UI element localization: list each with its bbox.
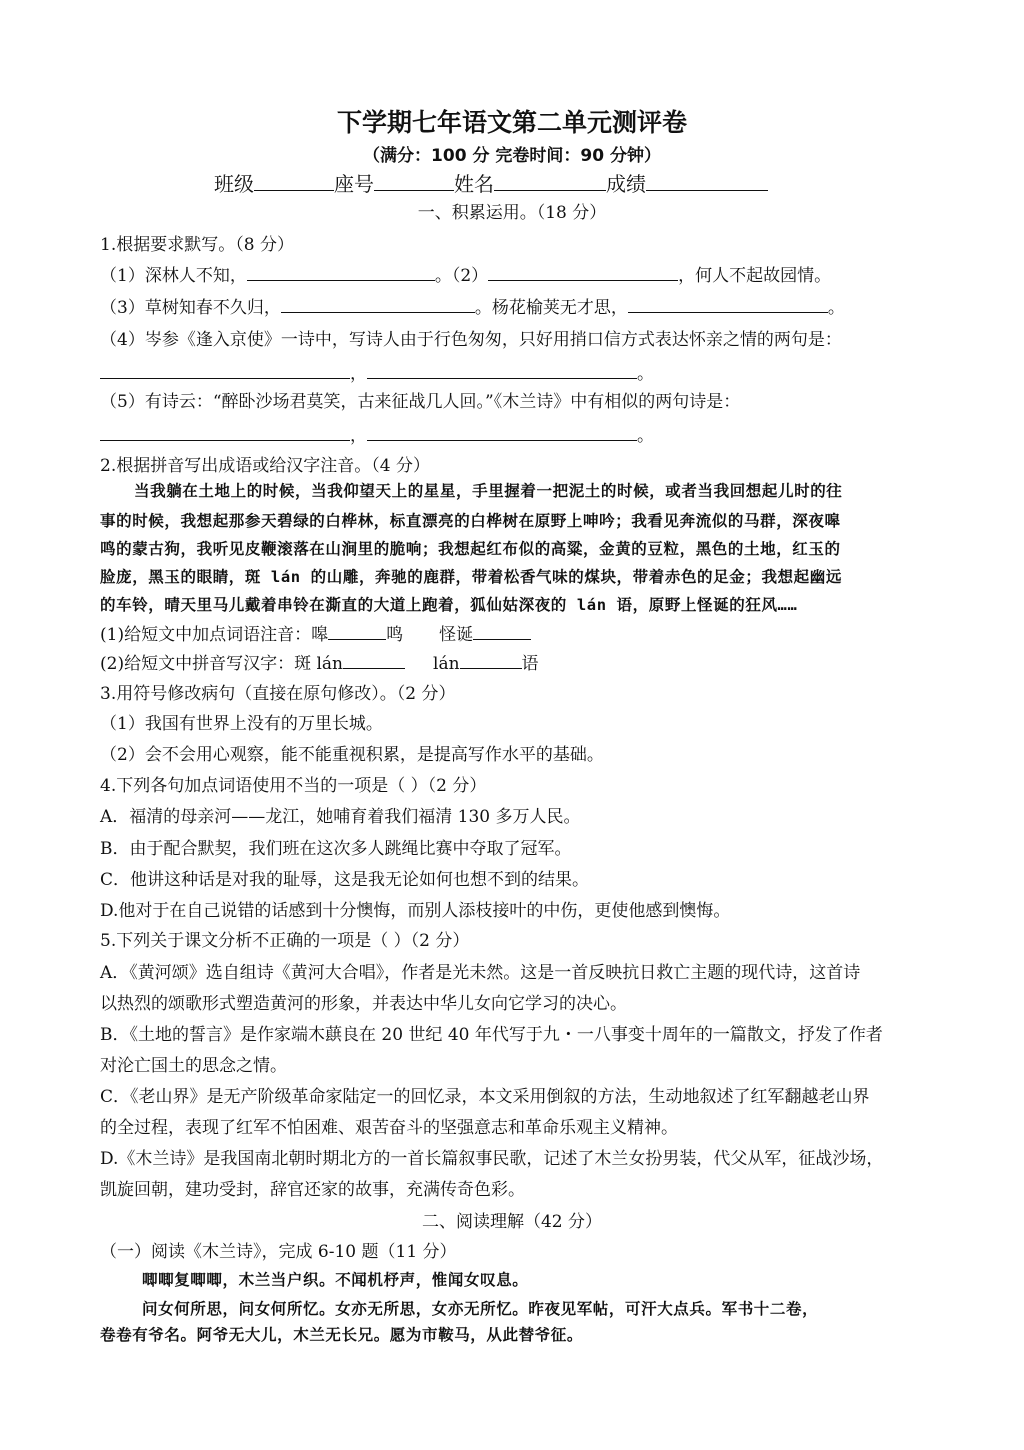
q5-stem: 5.下列关于课文分析不正确的一项是（ ）（2 分）	[100, 931, 470, 951]
q5-option-a-cont: 以热烈的颂歌形式塑造黄河的形象，并表达中华儿女向它学习的决心。	[100, 994, 627, 1014]
q1-line2	[100, 300, 845, 317]
q5-option-d-cont: 凯旋回朝，建功受封，辞官还家的故事，充满传奇色彩。	[100, 1180, 525, 1200]
q2-sub2-text-c: 语	[521, 654, 539, 674]
answer-blank[interactable]	[460, 667, 522, 669]
q1-l1-text-a: （1）深林人不知，	[100, 266, 247, 286]
answer-blank[interactable]	[343, 667, 405, 669]
q1-l6-comma: ，	[350, 426, 367, 446]
q3-sentence-1: （1）我国有世界上没有的万里长城。	[100, 714, 383, 734]
q1-l2-text-c: 。	[827, 298, 845, 318]
q5-option-a: A．《黄河颂》选自组诗《黄河大合唱》，作者是光未然。这是一首反映抗日救亡主题的现代诗，这首诗	[100, 963, 861, 983]
answer-blank[interactable]	[367, 377, 637, 379]
q1-l1-text-b: 。（2）	[434, 266, 489, 286]
name-label: 姓名	[454, 172, 494, 196]
q2-passage-line: 当我躺在土地上的时候，当我仰望天上的星星，手里握着一把泥土的时候，或者当我回想起儿时的往	[134, 482, 843, 500]
answer-blank[interactable]	[628, 311, 828, 313]
seat-blank[interactable]	[374, 189, 454, 191]
poem-line: 卷卷有爷名。阿爷无大儿，木兰无长兄。愿为市鞍马，从此替爷征。	[100, 1326, 584, 1344]
q1-line1	[100, 268, 831, 285]
q4-stem: 4.下列各句加点词语使用不当的一项是（ ）（2 分）	[100, 776, 487, 796]
q1-l4-period: 。	[637, 364, 654, 384]
q2-passage-line: 鸣的蒙古狗，我听见皮鞭滚落在山涧里的脆响；我想起红布似的高粱，金黄的豆粒，黑色的土地，红玉的	[100, 540, 841, 558]
q2-sub2-text-a: (2)给短文中拼音写汉字：斑 lán	[100, 654, 344, 674]
q4-option-b: B．由于配合默契，我们班在这次多人跳绳比赛中夺取了冠军。	[100, 839, 572, 859]
student-info-fields	[214, 174, 768, 194]
q1-l1-text-c: ，何人不起故园情。	[678, 266, 832, 286]
answer-blank[interactable]	[100, 377, 350, 379]
q1-stem: 1.根据要求默写。（8 分）	[100, 235, 294, 255]
poem-line: 唧唧复唧唧，木兰当户织。不闻机杼声，惟闻女叹息。	[142, 1271, 529, 1289]
answer-blank[interactable]	[247, 279, 435, 281]
q2-sub1-text-c: 怪诞	[439, 625, 474, 645]
exam-title: 下学期七年语文第二单元测评卷	[336, 108, 687, 137]
q1-l6-period: 。	[637, 426, 654, 446]
name-blank[interactable]	[494, 189, 606, 191]
q1-line4	[100, 366, 654, 383]
q1-l2-text-a: （3）草树知春不久归，	[100, 298, 281, 318]
answer-blank[interactable]	[328, 638, 386, 640]
answer-blank[interactable]	[367, 439, 637, 441]
exam-subtitle: （满分：100 分 完卷时间：90 分钟）	[363, 146, 661, 166]
seat-label: 座号	[334, 172, 374, 196]
q5-option-d: D.《木兰诗》是我国南北朝时期北方的一首长篇叙事民歌，记述了木兰女扮男装，代父从军，征战沙场，	[100, 1149, 884, 1169]
q5-option-c-cont: 的全过程，表现了红军不怕困难、艰苦奋斗的坚强意志和革命乐观主义精神。	[100, 1118, 678, 1138]
q1-line6	[100, 428, 654, 445]
q2-passage-line: 的车铃，晴天里马儿戴着串铃在澌直的大道上跑着，狐仙姑深夜的 lán 语，原野上怪诞的狂风……	[100, 596, 798, 614]
section2-heading: 二、阅读理解（42 分）	[421, 1212, 603, 1232]
q2-sub1-text-b: 鸣	[386, 625, 404, 645]
q2-stem: 2.根据拼音写出成语或给汉字注音。（4 分）	[100, 456, 430, 476]
q5-option-b-cont: 对沦亡国土的思念之情。	[100, 1056, 287, 1076]
answer-blank[interactable]	[100, 439, 350, 441]
class-blank[interactable]	[254, 189, 334, 191]
answer-blank[interactable]	[488, 279, 678, 281]
answer-blank[interactable]	[473, 638, 531, 640]
section1-heading: 一、积累运用。（18 分）	[417, 203, 607, 223]
q5-option-b: B．《土地的誓言》是作家端木蕻良在 20 世纪 40 年代写于九・一八事变十周年的一篇散文，抒发了作者	[100, 1025, 883, 1045]
poem-line: 问女何所思，问女何所忆。女亦无所思，女亦无所忆。昨夜见军帖，可汗大点兵。军书十二卷，	[142, 1300, 819, 1318]
q4-option-d: D.他对于在自己说错的话感到十分懊悔，而别人添枝接叶的中伤，更使他感到懊悔。	[100, 901, 731, 921]
q4-option-a: A．福清的母亲河——龙江，她哺育着我们福清 130 多万人民。	[100, 807, 581, 827]
score-blank[interactable]	[646, 189, 768, 191]
q3-stem: 3.用符号修改病句（直接在原句修改）。（2 分）	[100, 684, 456, 704]
q2-passage-line: 事的时候，我想起那参天碧绿的白桦林，标直漂亮的白桦树在原野上呻吟；我看见奔流似的马群，深夜嗥	[100, 512, 841, 530]
q1-line5: （5）有诗云：“醉卧沙场君莫笑，古来征战几人回。”《木兰诗》中有相似的两句诗是：	[100, 392, 741, 412]
q2-sub2	[100, 656, 539, 673]
class-label: 班级	[214, 172, 254, 196]
section2-part1-heading: （一）阅读《木兰诗》，完成 6-10 题（11 分）	[100, 1242, 457, 1262]
q2-passage-line: 脸庞，黑玉的眼睛，斑 lán 的山雕，奔驰的鹿群，带着松香气味的煤块，带着赤色的足金；我想起幽远	[100, 568, 842, 586]
q5-option-c: C．《老山界》是无产阶级革命家陆定一的回忆录，本文采用倒叙的方法，生动地叙述了红军翻越老山界	[100, 1087, 870, 1107]
score-label: 成绩	[606, 172, 646, 196]
q1-l2-text-b: 。杨花榆荚无才思，	[474, 298, 628, 318]
q2-sub1-text-a: (1)给短文中加点词语注音：嗥	[100, 625, 329, 645]
q2-sub1	[100, 627, 531, 644]
q4-option-c: C．他讲这种话是对我的耻辱，这是我无论如何也想不到的结果。	[100, 870, 590, 890]
answer-blank[interactable]	[281, 311, 475, 313]
q2-sub2-text-b: lán	[433, 654, 460, 674]
q3-sentence-2: （2）会不会用心观察，能不能重视积累，是提高写作水平的基础。	[100, 745, 604, 765]
q1-l4-comma: ，	[350, 364, 367, 384]
q1-line3: （4）岑参《逢入京使》一诗中，写诗人由于行色匆匆，只好用捎口信方式表达怀亲之情的两句是：	[100, 330, 842, 350]
